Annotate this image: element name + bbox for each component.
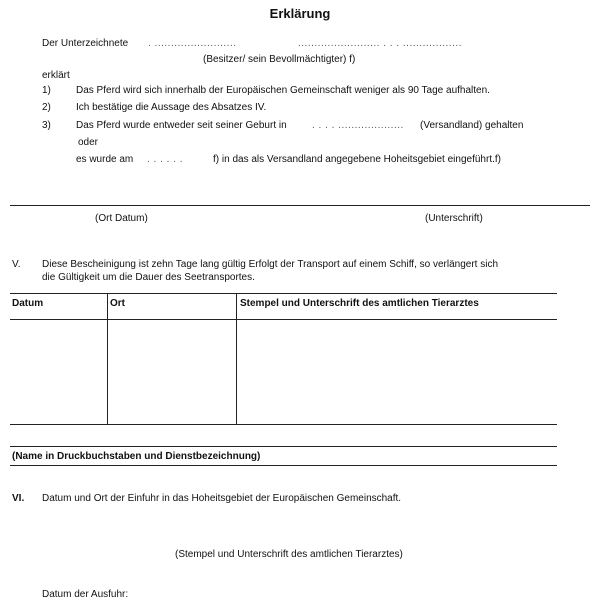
stamp-label: (Stempel und Unterschrift des amtlichen Tierarztes) (175, 549, 403, 560)
table-column-divider (236, 293, 237, 424)
import-line-text: es wurde am (76, 154, 134, 165)
section-vi-number: VI. (12, 493, 25, 504)
place-date-label: (Ort Datum) (95, 213, 148, 224)
import-line-suffix: f) in das als Versandland angegebene Hoheitsgebiet eingeführt.f) (213, 154, 501, 165)
name-bottom-border (10, 465, 557, 466)
item-number: 2) (42, 102, 51, 113)
item-text: Das Pferd wird sich innerhalb der Europäischen Gemeinschaft weniger als 90 Tage aufhalten. (76, 85, 490, 96)
item-number: 3) (42, 120, 51, 131)
item-text-suffix: (Versandland) gehalten (420, 120, 524, 131)
signature-label: (Unterschrift) (425, 213, 483, 224)
item-text: Das Pferd wurde entweder seit seiner Geburt in (76, 120, 287, 131)
table-header-border (10, 319, 557, 320)
table-bottom-border (10, 424, 557, 425)
name-top-border (10, 446, 557, 447)
item-text: Ich bestätige die Aussage des Absatzes IV. (76, 102, 267, 113)
section-v-line-2: die Gültigkeit um die Dauer des Seetransportes. (42, 272, 255, 283)
owner-note: (Besitzer/ sein Bevollmächtigter) f) (203, 54, 356, 65)
section-v-number: V. (12, 259, 21, 270)
table-column-divider (107, 293, 108, 424)
oder-label: oder (78, 137, 99, 148)
table-header-datum: Datum (12, 298, 44, 309)
origin-country-dots: . . . . .................... (312, 120, 404, 131)
undersigned-label: Der Unterzeichnete (42, 38, 129, 49)
signature-divider (10, 205, 590, 206)
document-title: Erklärung (269, 6, 331, 21)
import-date-dots: . . . . . . (147, 154, 184, 165)
undersigned-dots-1: . ......................... (148, 38, 237, 49)
section-v-line-1: Diese Bescheinigung ist zehn Tage lang gültig Erfolgt der Transport auf einem Schiff, so verlängert sich (42, 259, 499, 270)
table-header-stamp: Stempel und Unterschrift des amtlichen Tierarztes (240, 298, 479, 309)
undersigned-dots-2: ......................... . . . .................. (298, 38, 462, 49)
declares-label: erklärt (42, 70, 70, 81)
table-top-border (10, 293, 557, 294)
section-vi-text: Datum und Ort der Einfuhr in das Hoheitsgebiet der Europäischen Gemeinschaft. (42, 493, 402, 504)
name-label: (Name in Druckbuchstaben und Dienstbezeichnung) (12, 451, 261, 462)
export-date-label: Datum der Ausfuhr: (42, 589, 129, 600)
item-number: 1) (42, 85, 51, 96)
table-header-ort: Ort (110, 298, 125, 309)
